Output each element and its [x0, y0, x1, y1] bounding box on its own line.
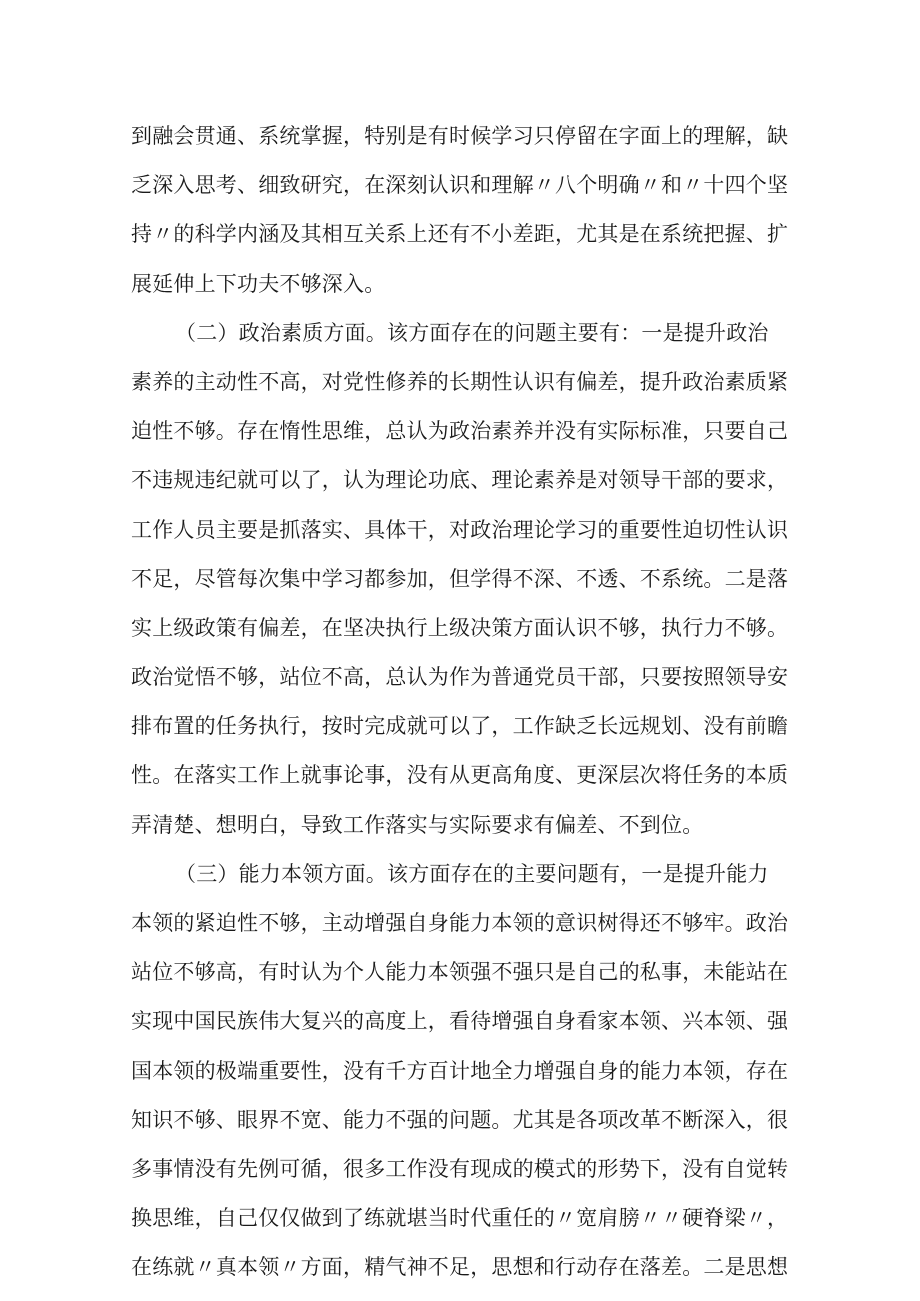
text-line: 多事情没有先例可循，很多工作没有现成的模式的形势下，没有自觉转	[131, 1156, 789, 1181]
text-line: 迫性不够。存在惰性思维，总认为政治素养并没有实际标准，只要自己	[131, 419, 789, 444]
text-line: 到融会贯通、系统掌握，特别是有时候学习只停留在字面上的理解，缺	[131, 124, 789, 148]
text-line: 实上级政策有偏差，在坚决执行上级决策方面认识不够，执行力不够。	[131, 615, 789, 640]
section-heading-line: （二）政治素质方面。该方面存在的问题主要有：一是提升政治	[175, 320, 769, 345]
text-line: 政治觉悟不够，站位不高，总认为作为普通党员干部，只要按照领导安	[131, 665, 789, 690]
text-line: 素养的主动性不高，对党性修养的长期性认识有偏差，提升政治素质紧	[131, 369, 789, 394]
text-line: 实现中国民族伟大复兴的高度上，看待增强自身看家本领、兴本领、强	[131, 1009, 789, 1034]
text-line: 排布置的任务执行，按时完成就可以了，工作缺乏长远规划、没有前瞻	[131, 714, 789, 739]
text-line: 换思维，自己仅仅做到了练就堪当时代重任的〃宽肩膀〃〃硬脊梁〃，	[131, 1206, 789, 1231]
text-line: 国本领的极端重要性，没有千方百计地全力增强自身的能力本领，存在	[131, 1058, 789, 1083]
text-line: 工作人员主要是抓落实、具体干，对政治理论学习的重要性迫切性认识	[131, 517, 789, 542]
text-line: 性。在落实工作上就事论事，没有从更高角度、更深层次将任务的本质	[131, 763, 789, 788]
text-line: 弄清楚、想明白，导致工作落实与实际要求有偏差、不到位。	[131, 812, 704, 837]
text-line: 站位不够高，有时认为个人能力本领强不强只是自己的私事，未能站在	[131, 960, 789, 985]
text-line: 不违规违纪就可以了，认为理论功底、理论素养是对领导干部的要求，	[131, 468, 789, 493]
text-line: 知识不够、眼界不宽、能力不强的问题。尤其是各项改革不断深入，很	[131, 1107, 789, 1132]
section-heading-line: （三）能力本领方面。该方面存在的主要问题有，一是提升能力	[175, 861, 769, 886]
text-line: 乏深入思考、细致研究，在深刻认识和理解〃八个明确〃和〃十四个坚	[131, 173, 789, 198]
text-line: 展延伸上下功夫不够深入。	[131, 271, 386, 296]
document-body	[131, 112, 791, 1293]
text-line: 本领的紧迫性不够，主动增强自身能力本领的意识树得还不够牢。政治	[131, 911, 789, 935]
text-line: 持〃的科学内涵及其相互关系上还有不小差距，尤其是在系统把握、扩	[131, 222, 789, 247]
text-line: 不足，尽管每次集中学习都参加，但学得不深、不透、不系统。二是落	[131, 566, 789, 591]
text-line: 在练就〃真本领〃方面，精气神不足，思想和行动存在落差。二是思想	[131, 1255, 789, 1280]
